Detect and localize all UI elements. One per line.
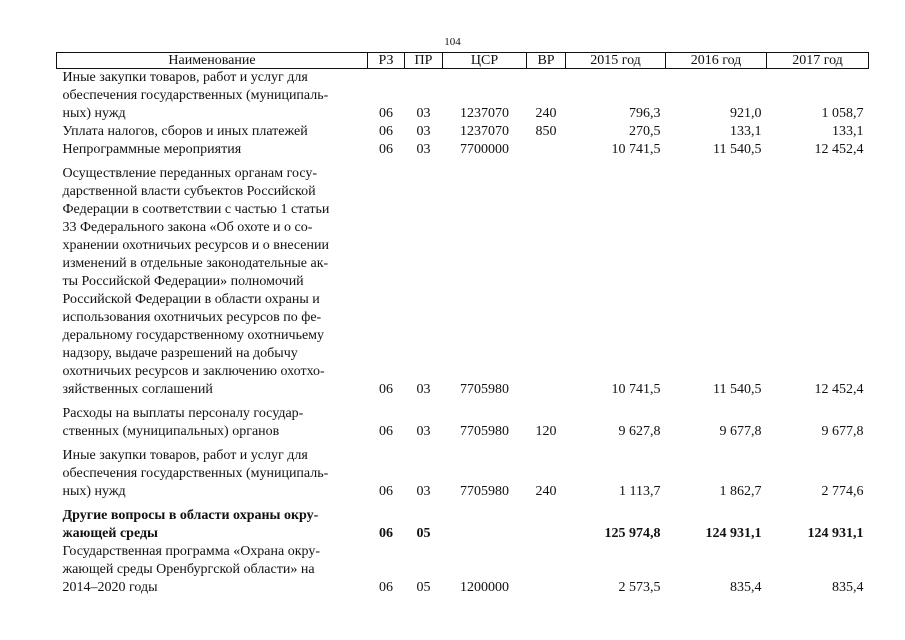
table-row [57, 69, 869, 124]
cell-y2016: 835,4 [730, 580, 762, 595]
cell-y2015: 10 741,5 [611, 382, 661, 397]
cell-y2017: 124 931,1 [807, 526, 864, 541]
cell-y2017: 12 452,4 [814, 382, 864, 397]
cell-name: Государственная программа «Охрана окру- жающей среды Оренбургской области» на 2014–2020 годы [62, 544, 321, 595]
table-row [57, 399, 869, 441]
cell-y2016: 11 540,5 [713, 142, 762, 157]
header-name: Наименование [57, 53, 368, 69]
cell-name: Непрограммные мероприятия [62, 142, 242, 157]
header-2017: 2017 год [767, 53, 869, 69]
cell-y2015: 125 974,8 [604, 526, 661, 541]
cell-pr: 03 [416, 106, 431, 121]
cell-y2015: 2 573,5 [618, 580, 661, 595]
cell-pr: 03 [416, 484, 431, 499]
budget-table [56, 52, 869, 597]
cell-vr: 120 [535, 424, 557, 439]
cell-y2015: 9 627,8 [618, 424, 661, 439]
header-csr: ЦСР [443, 53, 527, 69]
cell-rz: 06 [379, 382, 393, 397]
cell-pr: 03 [416, 142, 431, 157]
cell-vr: 240 [535, 106, 557, 121]
cell-rz: 06 [379, 526, 393, 541]
cell-rz: 06 [379, 124, 393, 139]
table-row [57, 501, 869, 543]
header-2016: 2016 год [666, 53, 767, 69]
table-header-row [57, 53, 869, 69]
cell-y2015: 1 113,7 [619, 484, 661, 499]
cell-name: Осуществление переданных органам госу- дарственной власти субъектов Российской Федерации в соответствии с частью 1 статьи 33 Федерального закона «Об охоте и о со- хранении охотничьих ресурсов и о внесении изменений в отдельные законодательные ак- ты Российской Федерации» полномочий Российской Федерации в области охраны и использования охотничьих ресурсов по фе- деральному государственному охотничьему надзору, выдаче разрешений на добычу охотничьих ресурсов и заключению охотхо- зяйственных соглашений [62, 166, 330, 397]
header-vr: ВР [527, 53, 566, 69]
cell-pr: 03 [416, 124, 431, 139]
cell-y2017: 2 774,6 [821, 484, 864, 499]
cell-y2017: 133,1 [832, 124, 864, 139]
cell-vr: 240 [535, 484, 557, 499]
cell-y2016: 133,1 [730, 124, 762, 139]
table-row [57, 159, 869, 399]
table-row [57, 441, 869, 501]
table-body [57, 69, 869, 598]
cell-rz: 06 [379, 484, 393, 499]
cell-rz: 06 [379, 142, 393, 157]
cell-name: Иные закупки товаров, работ и услуг для обеспечения государственных (муниципаль- ных) нужд [62, 70, 329, 121]
cell-csr: 1237070 [460, 106, 509, 121]
cell-y2016: 11 540,5 [713, 382, 762, 397]
cell-vr [527, 141, 566, 159]
cell-rz: 06 [379, 580, 393, 595]
cell-csr: 7700000 [460, 142, 509, 157]
cell-y2016: 921,0 [730, 106, 762, 121]
cell-name: Иные закупки товаров, работ и услуг для обеспечения государственных (муниципаль- ных) нужд [62, 448, 329, 499]
cell-y2017: 12 452,4 [814, 142, 864, 157]
table-row [57, 141, 869, 159]
cell-csr: 7705980 [460, 382, 509, 397]
cell-y2016: 9 677,8 [719, 424, 762, 439]
cell-y2017: 9 677,8 [821, 424, 864, 439]
cell-vr: 850 [535, 124, 557, 139]
cell-name: Другие вопросы в области охраны окру- жающей среды [62, 508, 319, 541]
cell-y2016: 124 931,1 [705, 526, 762, 541]
header-rz: РЗ [368, 53, 405, 69]
cell-y2015: 10 741,5 [611, 142, 661, 157]
cell-vr [527, 159, 566, 399]
cell-y2015: 796,3 [629, 106, 661, 121]
cell-y2015: 270,5 [629, 124, 661, 139]
cell-csr: 1200000 [460, 580, 509, 595]
cell-pr: 03 [416, 382, 431, 397]
cell-rz: 06 [379, 424, 393, 439]
header-2015: 2015 год [566, 53, 666, 69]
cell-pr: 05 [416, 580, 431, 595]
cell-pr: 05 [416, 526, 431, 541]
cell-pr: 03 [416, 424, 431, 439]
cell-csr: 7705980 [460, 484, 509, 499]
cell-y2017: 835,4 [832, 580, 864, 595]
cell-name: Расходы на выплаты персоналу государ- ственных (муниципальных) органов [62, 406, 304, 439]
cell-rz: 06 [379, 106, 393, 121]
page-number: 104 [444, 36, 461, 48]
cell-csr: 1237070 [460, 124, 509, 139]
cell-name: Уплата налогов, сборов и иных платежей [62, 124, 308, 139]
table-row [57, 123, 869, 141]
cell-vr [527, 543, 566, 597]
cell-y2017: 1 058,7 [821, 106, 864, 121]
cell-y2016: 1 862,7 [719, 484, 762, 499]
cell-csr [443, 501, 527, 543]
header-pr: ПР [405, 53, 443, 69]
cell-vr [527, 501, 566, 543]
cell-csr: 7705980 [460, 424, 509, 439]
table-row [57, 543, 869, 597]
